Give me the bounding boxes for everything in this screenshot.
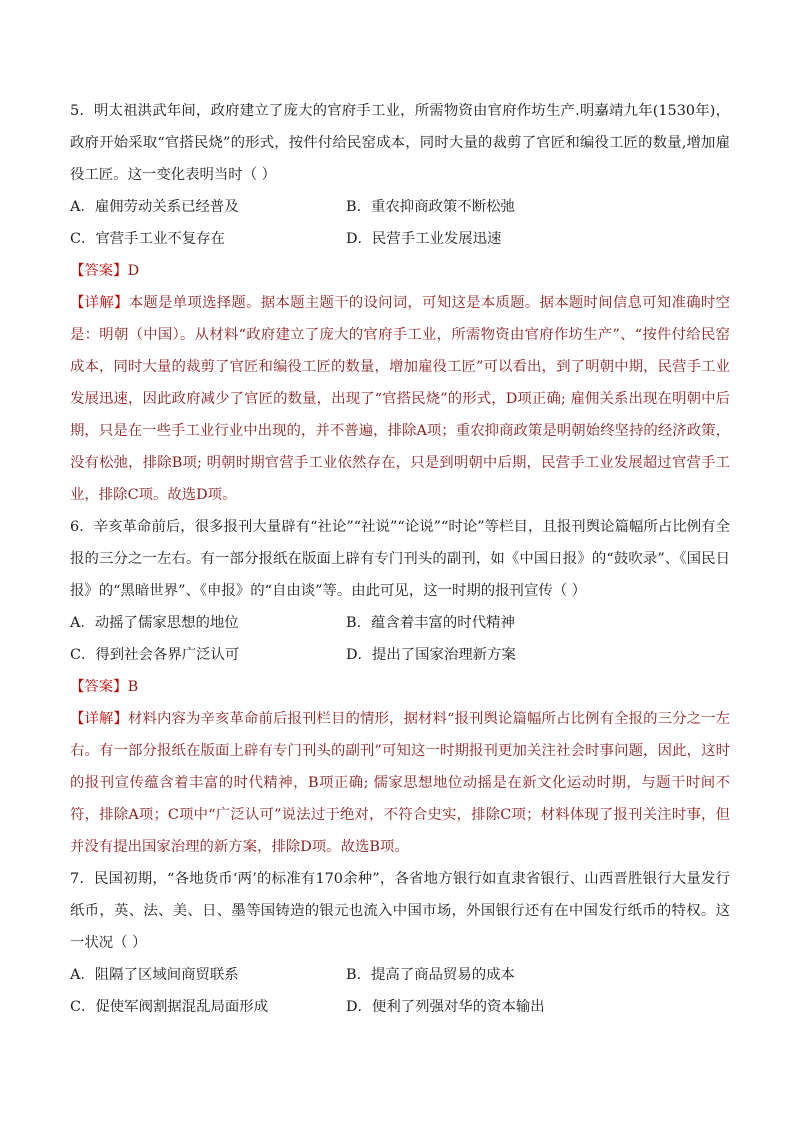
detail-text: 材料内容为辛亥革命前后报刊栏目的情形，据材料“报刊舆论篇幅所占比例有全报的三分之一左右。有一部分报纸在版面上辟有专门刊头的副刊”可知这一时期报刊更加关注社会时事问题，因此，这时的报刊宣传蕴含着丰富的时代精神，B项正确; 儒家思想地位动摇是在新文化运动时期，与题干时间不符，排除A项；C项中“广泛认可”说法过于绝对，不符合史实，排除C项；材料体现了报刊关注时事，但并没有提出国家治理的新方案，排除D项。故选B项。: [70, 711, 730, 855]
answer-tag: 【答案】: [70, 263, 128, 279]
question-6-detail: [70, 703, 730, 863]
question-6-answer: [70, 671, 730, 703]
detail-tag: 【详解】: [70, 711, 129, 727]
option-b: B．提高了商品贸易的成本: [346, 967, 515, 983]
question-6-stem: 6．辛亥革命前后，很多报刊大量辟有“社论”“社说”“论说”“时论”等栏目，且报刊舆论篇幅所占比例有全报的三分之一左右。有一部分报纸在版面上辟有专门刊头的副刊，如《中国日报》的“鼓吹录”、《国民日报》的“黑暗世界”、《申报》的“自由谈”等。由此可见，这一时期的报刊宣传（ ）: [70, 519, 730, 599]
option-a: A．动摇了儒家思想的地位: [70, 615, 239, 631]
option-c: C．得到社会各界广泛认可: [70, 647, 240, 663]
question-7-options: [70, 959, 730, 1023]
option-b: B．蕴含着丰富的时代精神: [346, 615, 515, 631]
question-5-stem: 5．明太祖洪武年间，政府建立了庞大的官府手工业，所需物资由官府作坊生产.明嘉靖九年(1530年)，政府开始采取“官搭民烧”的形式，按件付给民窑成本，同时大量的裁剪了官匠和编役工匠的数量,增加雇役工匠。这一变化表明当时（ ）: [70, 103, 730, 183]
answer-tag: 【答案】: [70, 679, 128, 695]
option-a: A．雇佣劳动关系已经普及: [70, 199, 239, 215]
option-d: D．民营手工业发展迅速: [346, 231, 502, 247]
option-d: D．便利了列强对华的资本输出: [346, 999, 545, 1015]
detail-text: 本题是单项选择题。据本题主题干的设问词，可知这是本质题。据本题时间信息可知准确时空是：明朝（中国）。从材料“政府建立了庞大的官府手工业，所需物资由官府作坊生产”、“按件付给民窑成本，同时大量的裁剪了官匠和编役工匠的数量，增加雇役工匠”可以看出，到了明朝中期，民营手工业发展迅速，因此政府减少了官匠的数量，出现了“官搭民烧”的形式，D项正确; 雇佣关系出现在明朝中后期，只是在一些手工业行业中出现的，并不普遍，排除A项；重农抑商政策是明朝始终坚持的经济政策，没有松弛，排除B项; 明朝时期官营手工业依然存在，只是到明朝中后期，民营手工业发展超过官营手工业，排除C项。故选D项。: [70, 295, 730, 503]
question-7-stem: 7．民国初期，“各地货币‘两’的标准有170余种”，各省地方银行如直隶省银行、山西晋胜银行大量发行纸币，英、法、美、日、墨等国铸造的银元也流入中国市场，外国银行还有在中国发行纸币的特权。这一状况（ ）: [70, 871, 730, 951]
option-b: B．重农抑商政策不断松弛: [346, 199, 515, 215]
option-d: D．提出了国家治理新方案: [346, 647, 516, 663]
question-5-detail: [70, 287, 730, 511]
option-c: C．官营手工业不复存在: [70, 231, 225, 247]
answer-value: D: [127, 263, 140, 279]
question-6-options: [70, 607, 730, 671]
question-5-options: [70, 191, 730, 255]
document-page: [70, 95, 730, 1023]
answer-value: B: [127, 679, 139, 695]
question-5-answer: [70, 255, 730, 287]
detail-tag: 【详解】: [70, 295, 129, 311]
option-a: A．阻隔了区域间商贸联系: [70, 967, 239, 983]
option-c: C．促使军阀割据混乱局面形成: [70, 999, 269, 1015]
